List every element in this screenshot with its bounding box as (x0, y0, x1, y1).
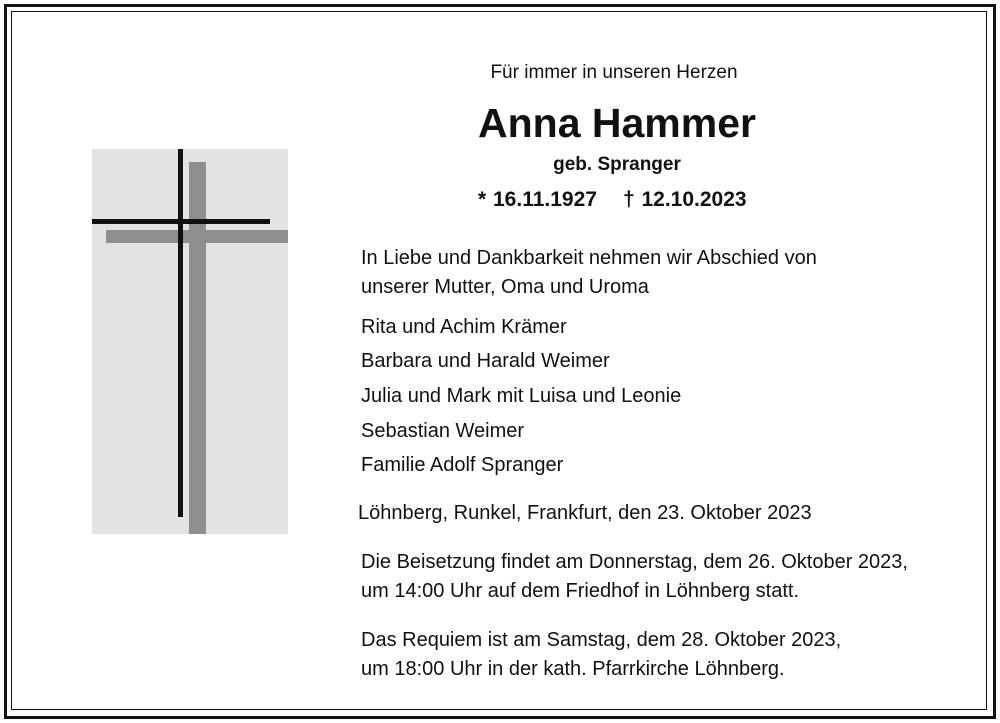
place-and-date: Löhnberg, Runkel, Frankfurt, den 23. Oktober 2023 (358, 502, 812, 524)
mourner-item: Familie Adolf Spranger (361, 454, 564, 476)
funeral-info (361, 548, 908, 606)
requiem-line: Das Requiem ist am Samstag, dem 28. Oktober 2023, (361, 629, 842, 651)
farewell-line: unserer Mutter, Oma und Uroma (361, 276, 649, 298)
funeral-line: um 14:00 Uhr auf dem Friedhof in Löhnberg statt. (361, 580, 800, 602)
funeral-line: Die Beisetzung findet am Donnerstag, dem 26. Oktober 2023, (361, 551, 908, 573)
mourner-item: Julia und Mark mit Luisa und Leonie (361, 385, 682, 407)
black-cross-vertical-bar (178, 149, 183, 517)
mourner-item: Rita und Achim Krämer (361, 316, 567, 338)
maiden-name: geb. Spranger (553, 154, 681, 175)
gray-cross-horizontal-bar (106, 230, 288, 243)
notice-subtitle: Für immer in unseren Herzen (490, 62, 738, 83)
farewell-text (361, 244, 817, 302)
farewell-line: In Liebe und Dankbarkeit nehmen wir Abschied von (361, 247, 817, 269)
requiem-line: um 18:00 Uhr in der kath. Pfarrkirche Löhnberg. (361, 658, 785, 680)
life-dates (478, 188, 747, 212)
death-date: † 12.10.2023 (622, 188, 747, 211)
black-cross-horizontal-bar (92, 219, 270, 224)
mourner-item: Barbara und Harald Weimer (361, 350, 610, 372)
birth-date: * 16.11.1927 (478, 188, 597, 211)
mourner-item: Sebastian Weimer (361, 420, 525, 442)
gray-cross-vertical-bar (189, 162, 206, 534)
deceased-name: Anna Hammer (478, 100, 756, 146)
requiem-info (361, 626, 841, 684)
